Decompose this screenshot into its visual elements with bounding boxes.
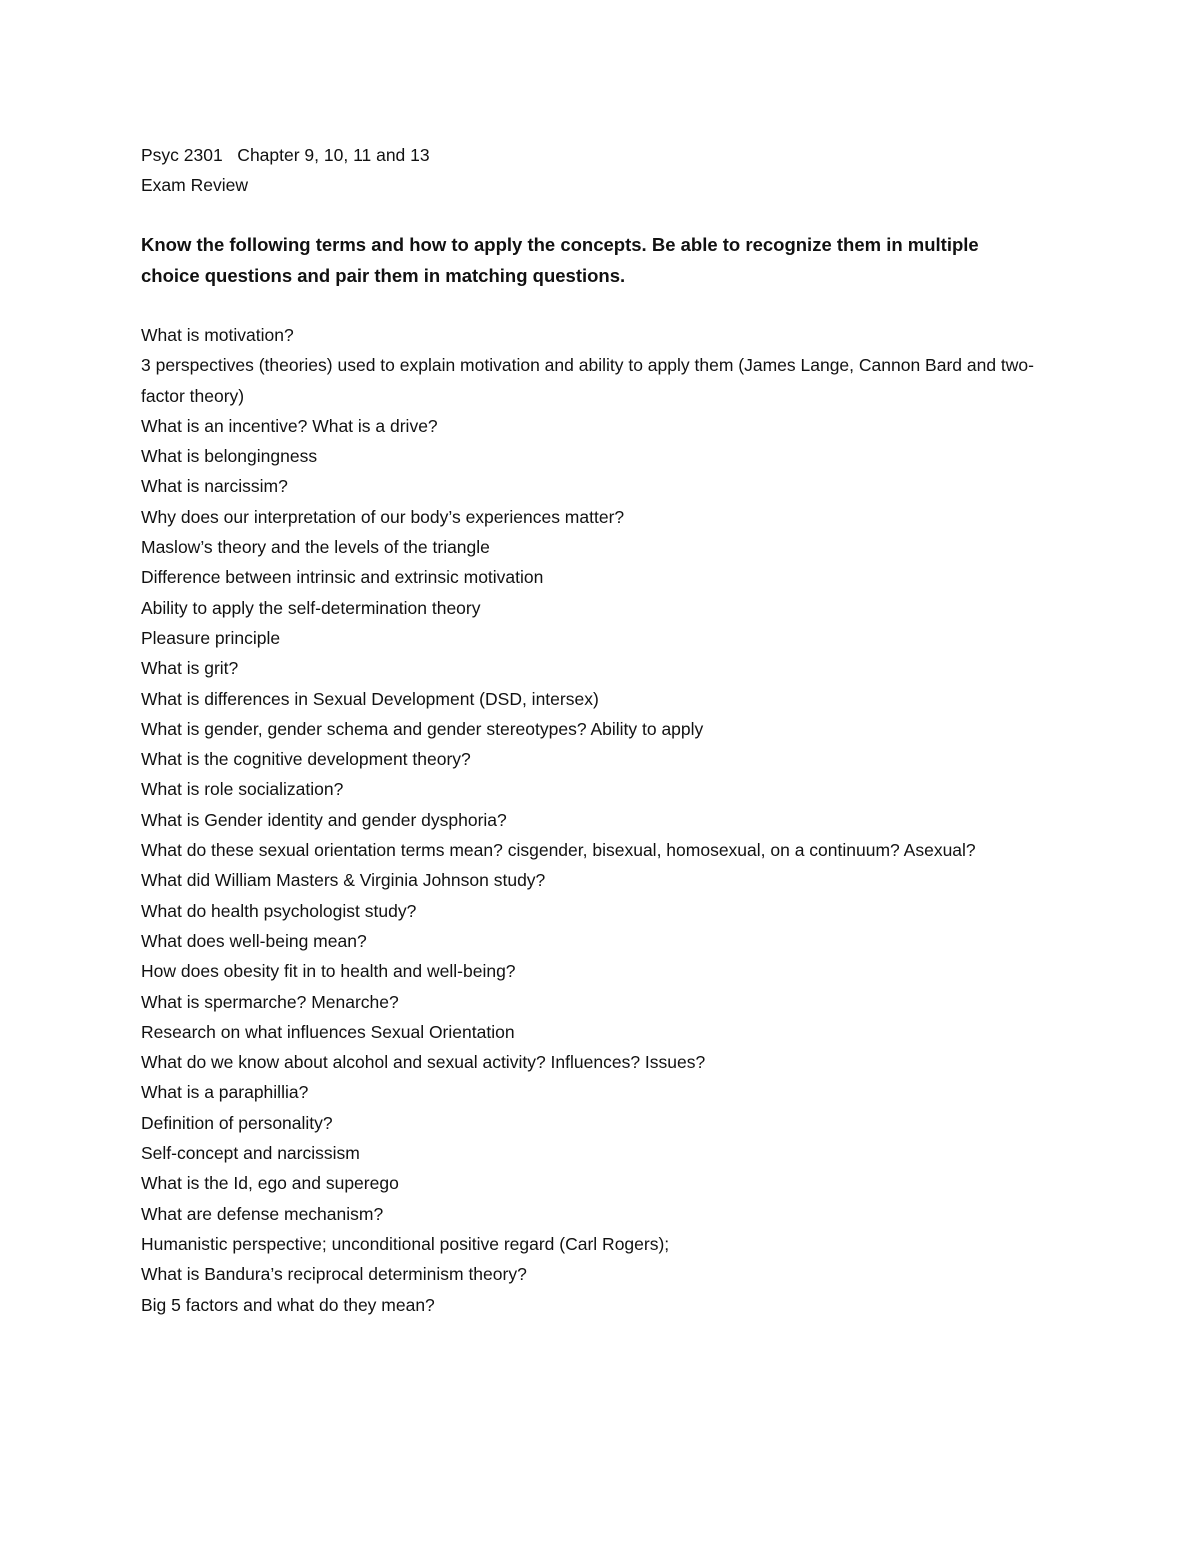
review-item: Humanistic perspective; unconditional positive regard (Carl Rogers); bbox=[141, 1233, 670, 1254]
review-item: What are defense mechanism? bbox=[141, 1203, 384, 1224]
review-item: What is narcissim? bbox=[141, 476, 288, 497]
exam-subtitle: Exam Review bbox=[141, 175, 248, 195]
review-item: What is gender, gender schema and gender stereotypes? Ability to apply bbox=[141, 718, 704, 739]
review-item: What is grit? bbox=[141, 658, 239, 679]
review-item: Definition of personality? bbox=[141, 1112, 333, 1133]
review-item: What does well-being mean? bbox=[141, 930, 367, 951]
review-item: What is motivation? bbox=[141, 325, 294, 345]
review-item: What is Gender identity and gender dysphoria? bbox=[141, 809, 507, 830]
review-item: Pleasure principle bbox=[141, 627, 281, 648]
review-item: Difference between intrinsic and extrinsic motivation bbox=[141, 567, 544, 588]
review-item: Ability to apply the self-determination theory bbox=[141, 597, 481, 618]
review-item: What is role socialization? bbox=[141, 779, 344, 800]
course-title: Psyc 2301 Chapter 9, 10, 11 and 13 bbox=[141, 145, 430, 165]
review-item: Maslow’s theory and the levels of the triangle bbox=[141, 537, 490, 558]
review-item: What do these sexual orientation terms mean? cisgender, bisexual, homosexual, on a continuum? Asexual? bbox=[141, 840, 976, 861]
review-item: What do we know about alcohol and sexual activity? Influences? Issues? bbox=[141, 1052, 706, 1073]
review-item: Self-concept and narcissism bbox=[141, 1143, 360, 1164]
review-item: What is a paraphillia? bbox=[141, 1082, 309, 1103]
review-items-list bbox=[141, 320, 1041, 1320]
review-item: Why does our interpretation of our body’s experiences matter? bbox=[141, 506, 625, 527]
review-item: What did William Masters & Virginia Johnson study? bbox=[141, 870, 546, 891]
review-item: What is Bandura’s reciprocal determinism theory? bbox=[141, 1264, 527, 1285]
review-item: What is differences in Sexual Development (DSD, intersex) bbox=[141, 688, 599, 709]
review-item: Research on what influences Sexual Orientation bbox=[141, 1021, 515, 1042]
review-item: Big 5 factors and what do they mean? bbox=[141, 1294, 435, 1315]
review-item: How does obesity fit in to health and well-being? bbox=[141, 961, 516, 982]
review-item: What is the Id, ego and superego bbox=[141, 1173, 399, 1194]
review-item: What is spermarche? Menarche? bbox=[141, 991, 399, 1012]
document-content bbox=[141, 140, 1041, 1336]
review-item: What is an incentive? What is a drive? bbox=[141, 415, 438, 436]
review-item: 3 perspectives (theories) used to explain motivation and ability to apply them (James Lange, Cannon Bard and two-factor theory) bbox=[141, 355, 1034, 406]
instructions-paragraph: Know the following terms and how to apply the concepts. Be able to recognize them in multiple choice questions and pair them in matching questions. bbox=[141, 234, 979, 286]
review-item: What is the cognitive development theory? bbox=[141, 749, 471, 770]
review-item: What do health psychologist study? bbox=[141, 900, 417, 921]
review-item: What is belongingness bbox=[141, 446, 318, 467]
